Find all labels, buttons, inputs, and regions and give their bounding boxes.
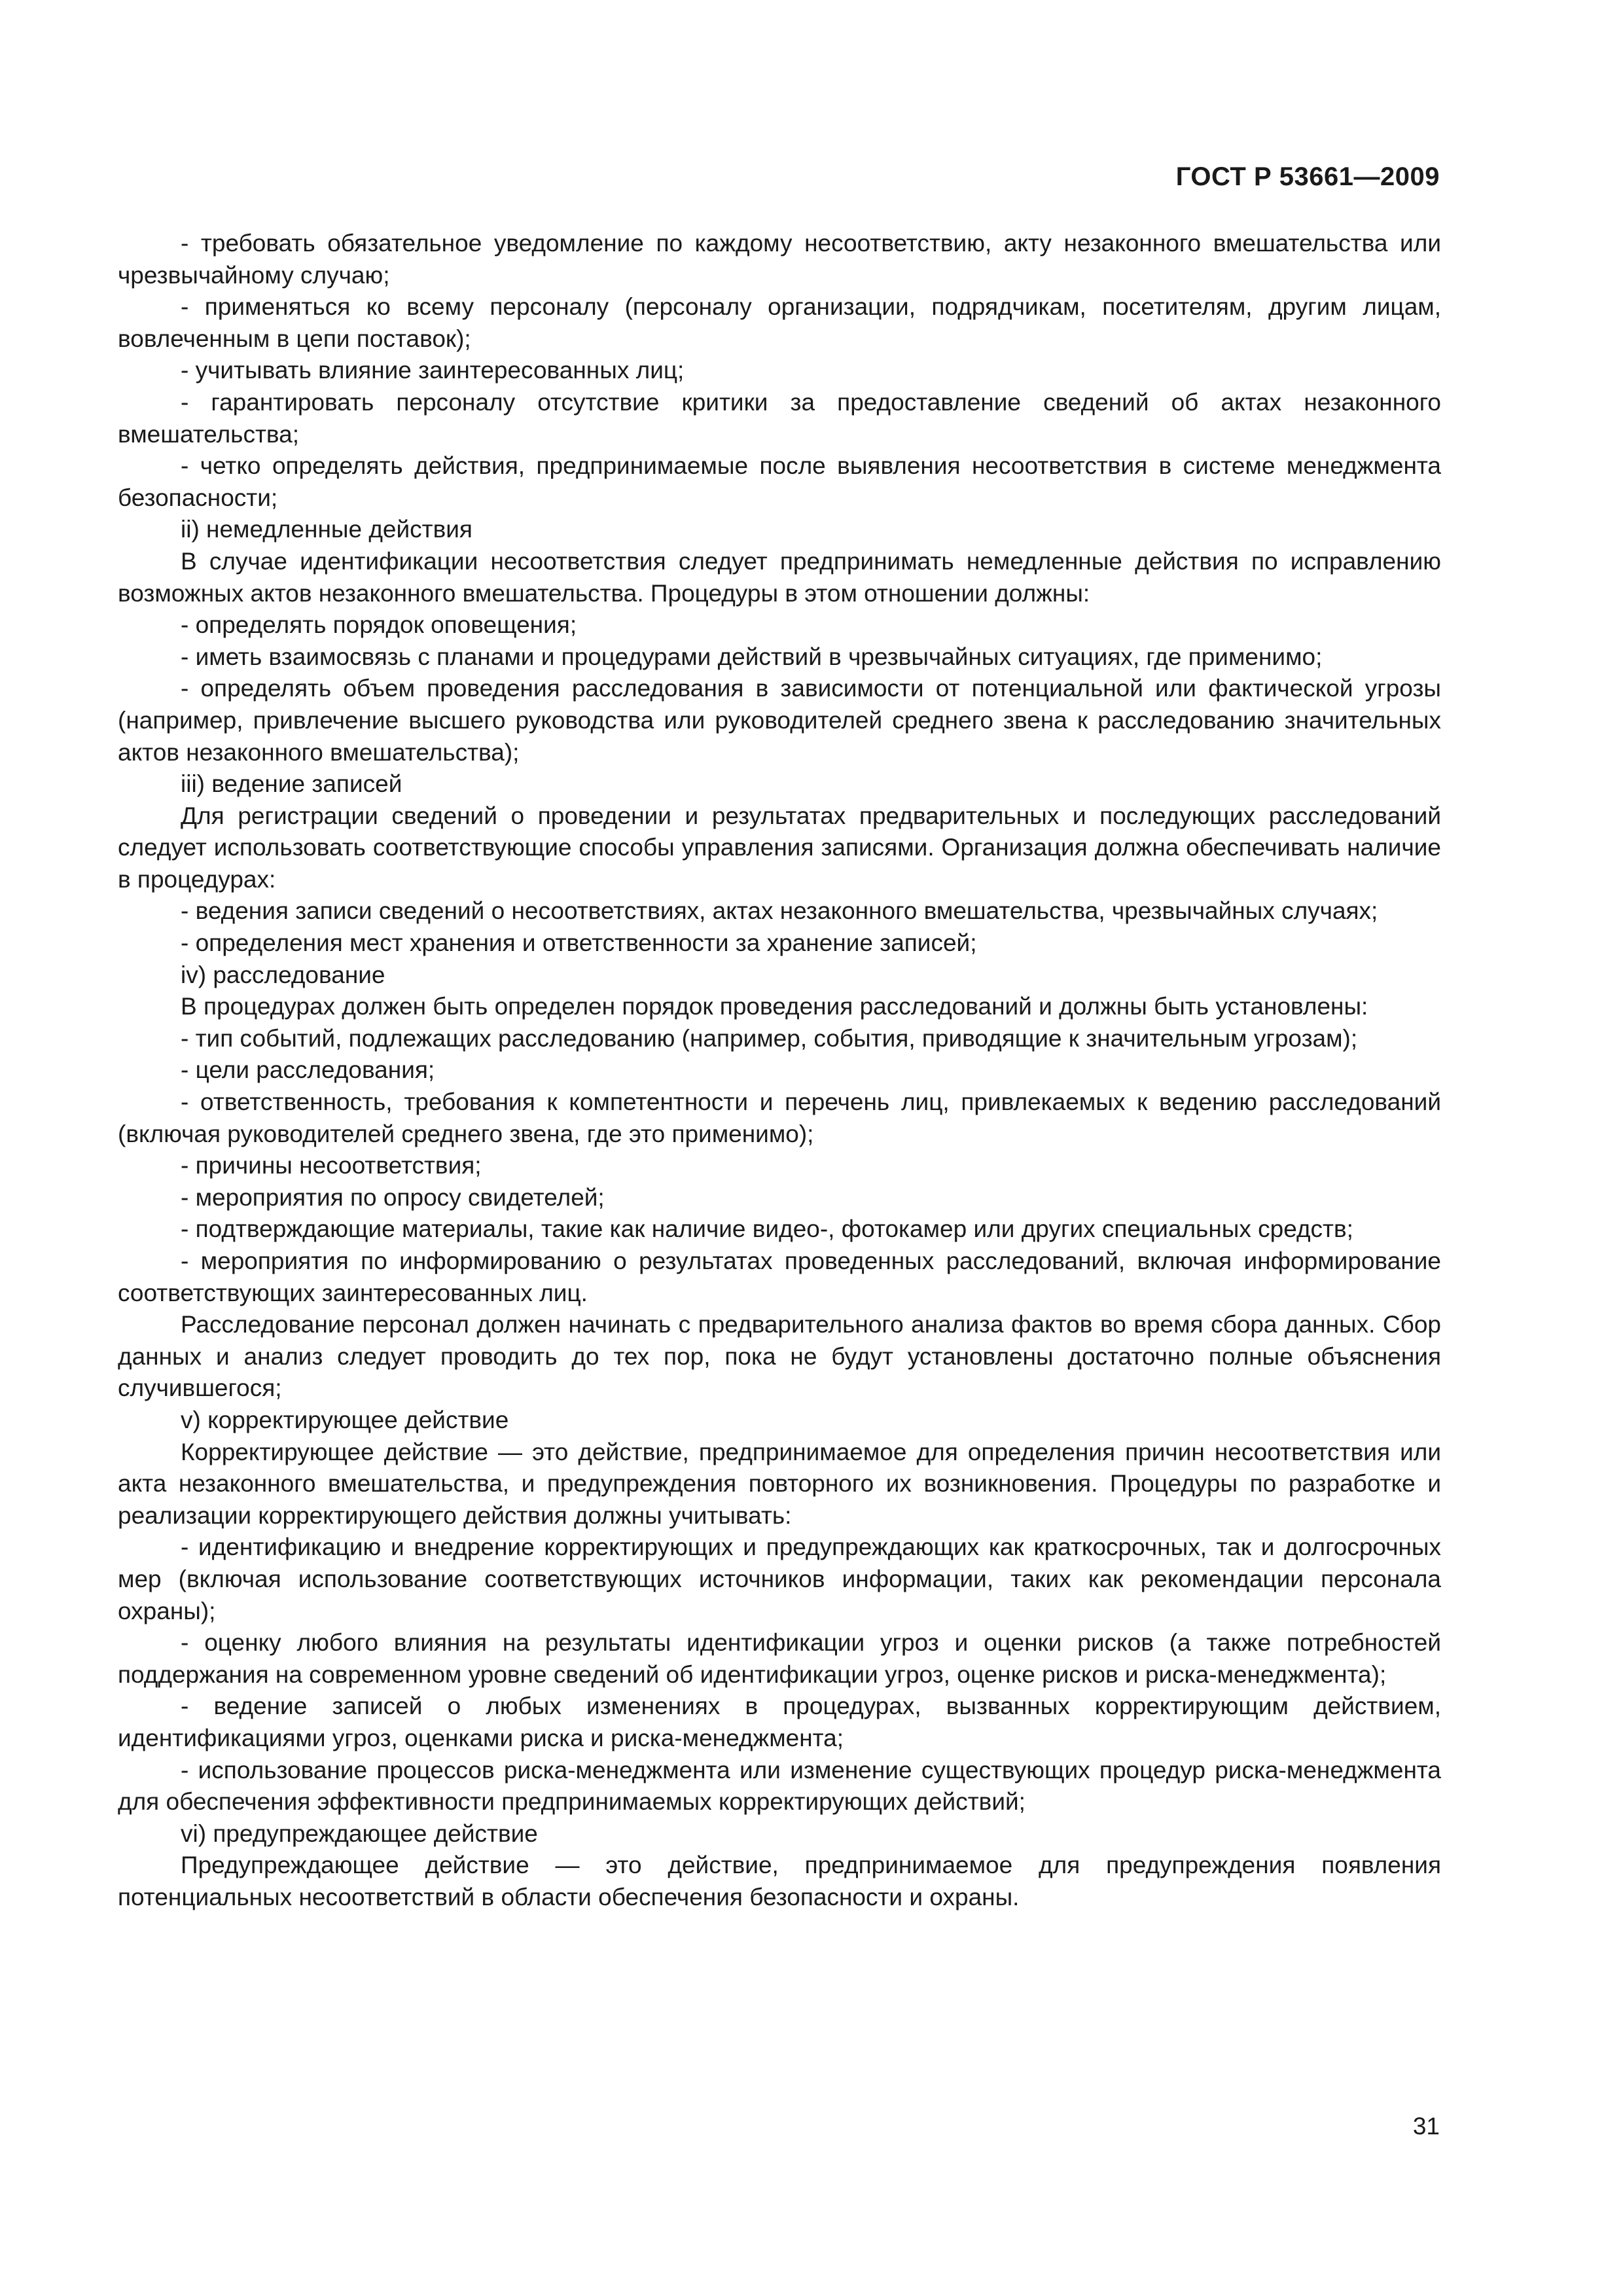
paragraph: - иметь взаимосвязь с планами и процедурами действий в чрезвычайных ситуациях, где применимо; <box>181 643 1323 670</box>
paragraph: Для регистрации сведений о проведении и результатах предварительных и последующих расследований следует использовать соответствующие способы управления записями. Организация должна обеспечивать наличие в процедурах: <box>118 802 1441 893</box>
paragraph: В случае идентификации несоответствия следует предпринимать немедленные действия по исправлению возможных актов незаконного вмешательства. Процедуры в этом отношении должны: <box>118 547 1441 607</box>
paragraph: - мероприятия по информированию о результатах проведенных расследований, включая информирование соответствующих заинтересованных лиц. <box>118 1247 1441 1306</box>
paragraph: - тип событий, подлежащих расследованию (например, события, приводящие к значительным угрозам); <box>181 1024 1358 1052</box>
paragraph: - ответственность, требования к компетентности и перечень лиц, привлекаемых к ведению расследований (включая руководителей среднего звена, где это применимо); <box>118 1088 1441 1147</box>
section-heading: v) корректирующее действие <box>181 1406 509 1433</box>
paragraph: - оценку любого влияния на результаты идентификации угроз и оценки рисков (а также потребностей поддержания на современном уровне сведений об идентификации угроз, оценке рисков и риска-менеджмента); <box>118 1629 1441 1688</box>
document-code: ГОСТ Р 53661—2009 <box>1175 162 1440 191</box>
paragraph: - идентификацию и внедрение корректирующих и предупреждающих как краткосрочных, так и долгосрочных мер (включая использование соответствующих источников информации, таких как рекомендации персонала охраны); <box>118 1534 1441 1624</box>
paragraph: - подтверждающие материалы, такие как наличие видео-, фотокамер или других специальных средств; <box>181 1215 1353 1243</box>
paragraph: - цели расследования; <box>181 1056 435 1084</box>
paragraph: - определять порядок оповещения; <box>181 611 577 639</box>
paragraph: Предупреждающее действие — это действие, предпринимаемое для предупреждения появления потенциальных несоответствий в области обеспечения безопасности и охраны. <box>118 1852 1441 1910</box>
paragraph: - гарантировать персоналу отсутствие критики за предоставление сведений об актах незаконного вмешательства; <box>118 388 1441 448</box>
paragraph: - ведения записи сведений о несоответствиях, актах незаконного вмешательства, чрезвычайных случаях; <box>181 897 1378 925</box>
paragraph: - мероприятия по опросу свидетелей; <box>181 1183 605 1211</box>
section-heading: iii) ведение записей <box>181 770 402 798</box>
paragraph: - учитывать влияние заинтересованных лиц; <box>181 357 685 384</box>
paragraph: Корректирующее действие — это действие, предпринимаемое для определения причин несоответствия или акта незаконного вмешательства, и предупреждения повторного их возникновения. Процедуры по разработке и реализации корректирующего действия должны учитывать: <box>118 1438 1441 1529</box>
paragraph: - определять объем проведения расследования в зависимости от потенциальной или фактической угрозы (например, привлечение высшего руководства или руководителей среднего звена к расследованию значительных актов незаконного вмешательства); <box>118 675 1441 766</box>
paragraph: - определения мест хранения и ответственности за хранение записей; <box>181 929 977 957</box>
paragraph: В процедурах должен быть определен порядок проведения расследований и должны быть установлены: <box>181 993 1368 1020</box>
section-heading: iv) расследование <box>181 961 385 988</box>
paragraph: Расследование персонал должен начинать с предварительного анализа фактов во время сбора данных. Сбор данных и анализ следует проводить до тех пор, пока не будут установлены достаточно полные объяснения случившегося; <box>118 1311 1441 1402</box>
paragraph: - четко определять действия, предпринимаемые после выявления несоответствия в системе менеджмента безопасности; <box>118 452 1441 511</box>
paragraph: - ведение записей о любых изменениях в процедурах, вызванных корректирующим действием, идентификациями угроз, оценками риска и риска-менеджмента; <box>118 1693 1441 1751</box>
paragraph: - применяться ко всему персоналу (персоналу организации, подрядчикам, посетителям, другим лицам, вовлеченным в цепи поставок); <box>118 293 1441 352</box>
section-heading: ii) немедленные действия <box>181 516 473 543</box>
paragraph: - требовать обязательное уведомление по каждому несоответствию, акту незаконного вмешательства или чрезвычайному случаю; <box>118 230 1441 289</box>
document-body <box>118 228 1441 1913</box>
page-number: 31 <box>1412 2113 1440 2140</box>
section-heading: vi) предупреждающее действие <box>181 1820 538 1847</box>
paragraph: - причины несоответствия; <box>181 1152 482 1179</box>
paragraph: - использование процессов риска-менеджмента или изменение существующих процедур риска-менеджмента для обеспечения эффективности предпринимаемых корректирующих действий; <box>118 1756 1441 1816</box>
